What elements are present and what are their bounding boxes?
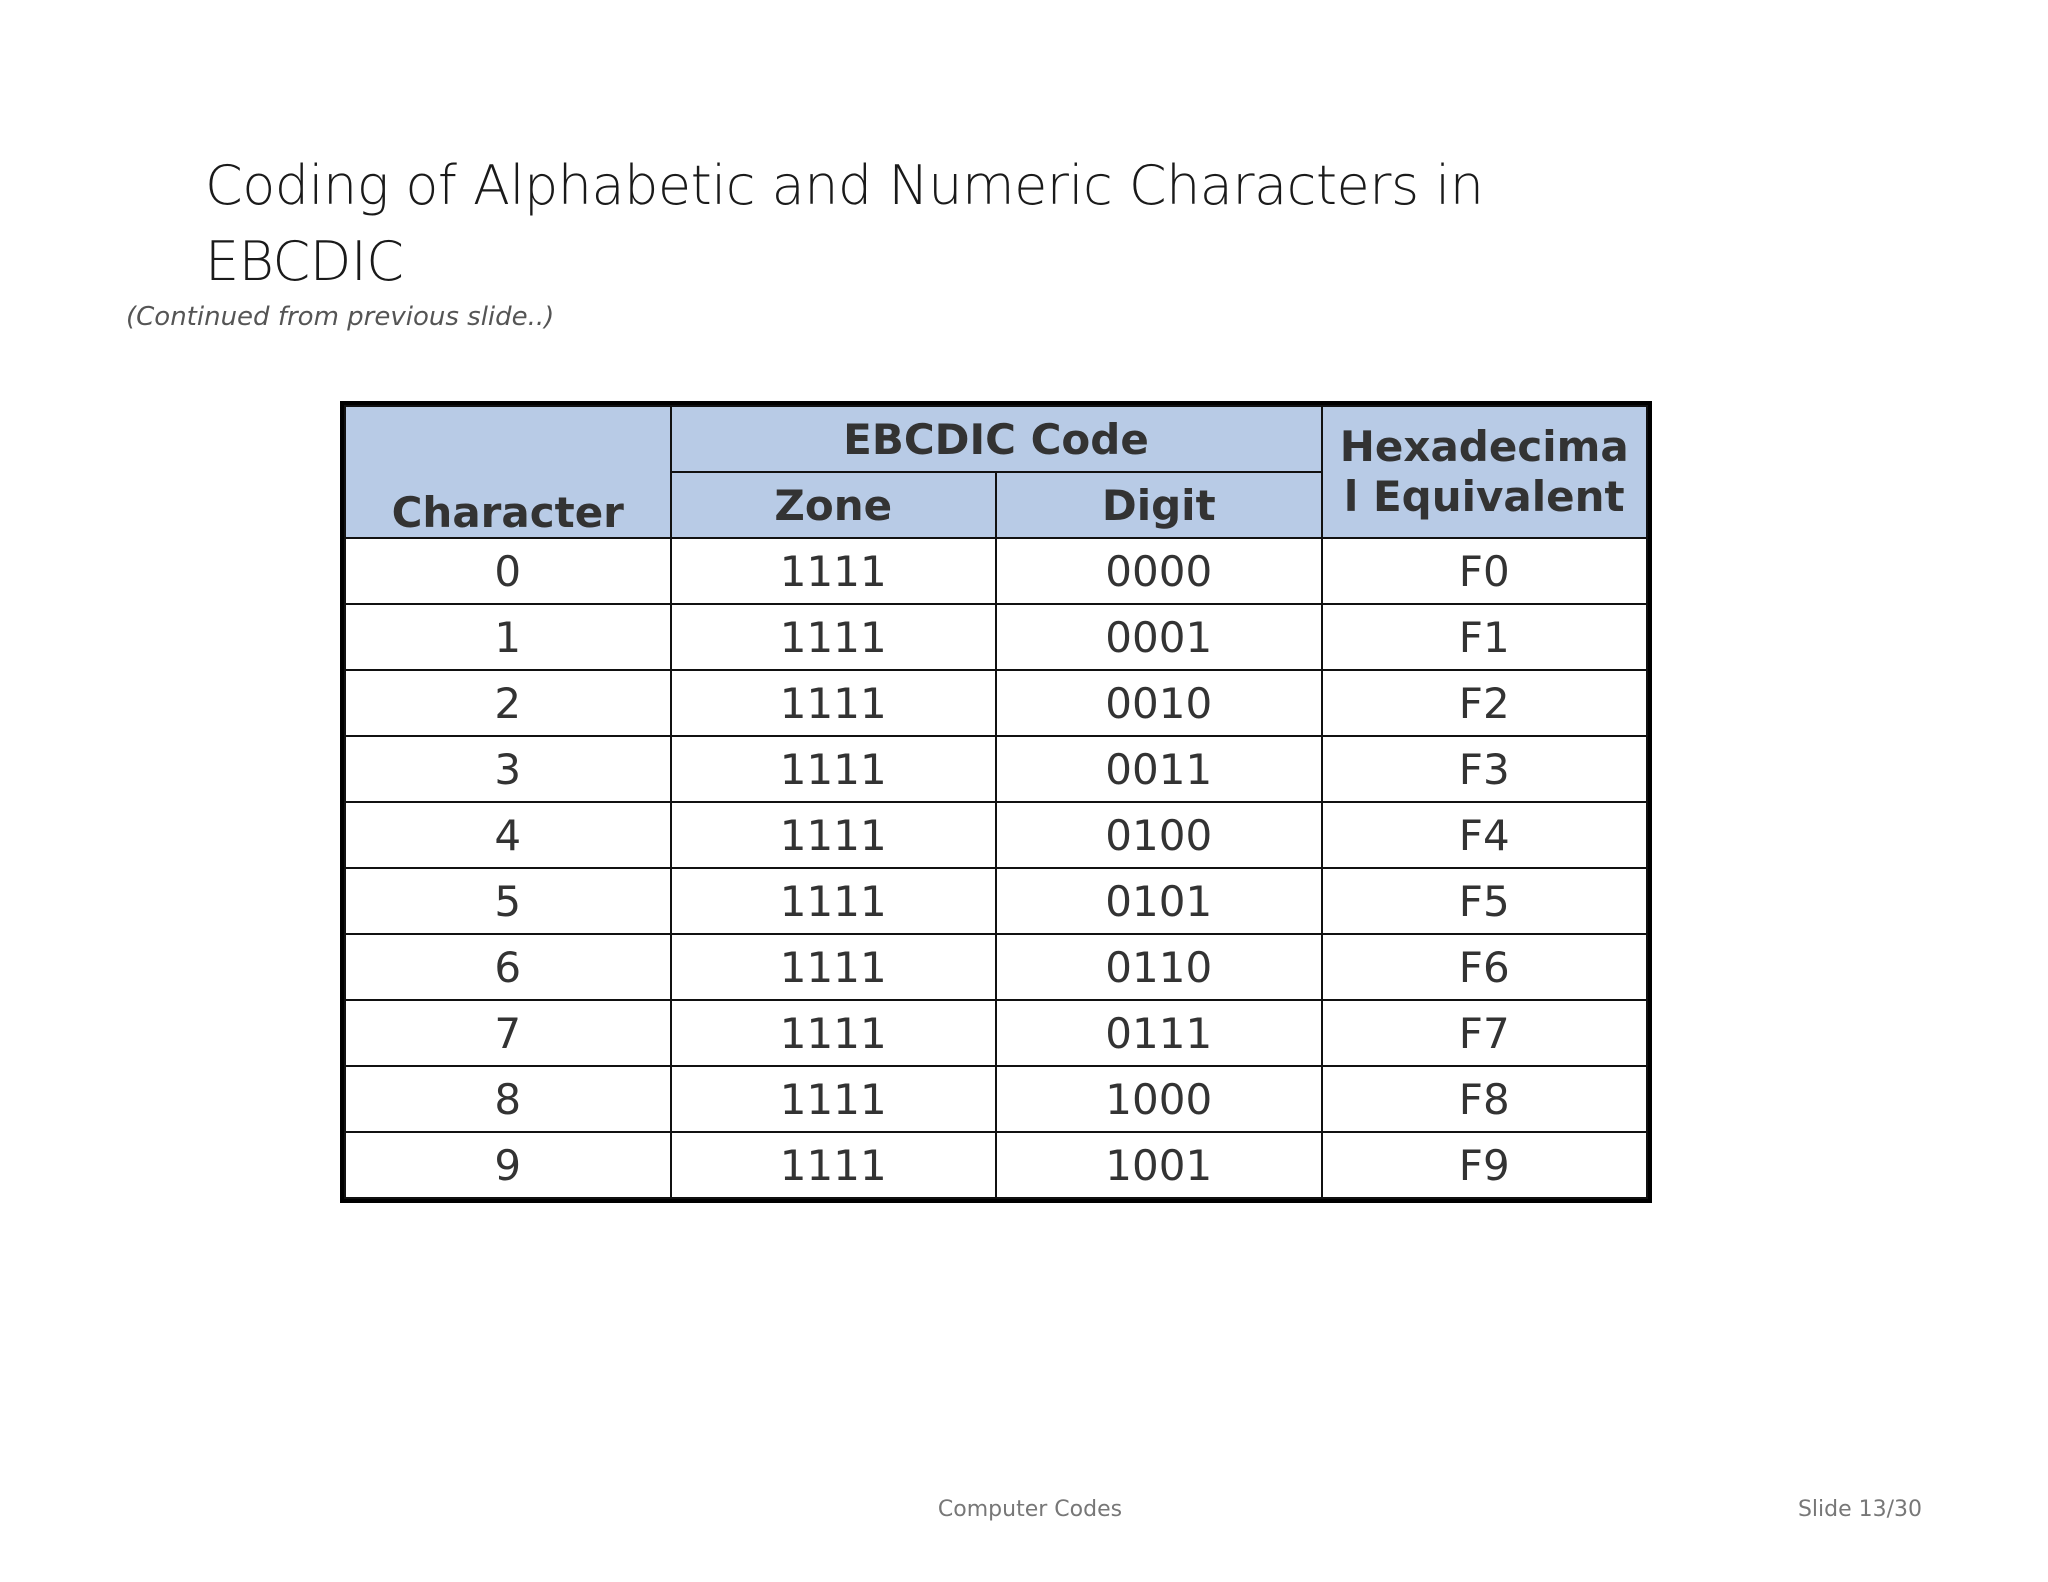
- cell-digit: 0101: [996, 868, 1322, 934]
- table-row: [345, 934, 1647, 1000]
- cell-digit: 0110: [996, 934, 1322, 1000]
- cell-character: 4: [345, 802, 671, 868]
- slide-title-line-1: Coding of Alphabetic and Numeric Characters in: [205, 154, 1484, 217]
- cell-hex: F8: [1322, 1066, 1648, 1132]
- cell-character: 9: [345, 1132, 671, 1198]
- cell-hex: F5: [1322, 868, 1648, 934]
- cell-hex: F7: [1322, 1000, 1648, 1066]
- cell-zone: 1111: [671, 670, 997, 736]
- cell-hex: F4: [1322, 802, 1648, 868]
- cell-character: 3: [345, 736, 671, 802]
- cell-character: 7: [345, 1000, 671, 1066]
- header-hex-line-2: l Equivalent: [1343, 472, 1625, 521]
- cell-zone: 1111: [671, 1066, 997, 1132]
- cell-hex: F1: [1322, 604, 1648, 670]
- cell-character: 2: [345, 670, 671, 736]
- cell-zone: 1111: [671, 736, 997, 802]
- cell-zone: 1111: [671, 802, 997, 868]
- continued-note: (Continued from previous slide..): [126, 302, 555, 332]
- cell-digit: 0100: [996, 802, 1322, 868]
- cell-character: 0: [345, 538, 671, 604]
- header-hexadecimal-equivalent: [1322, 406, 1648, 538]
- cell-character: 8: [345, 1066, 671, 1132]
- table-row: [345, 1000, 1647, 1066]
- table-row: [345, 670, 1647, 736]
- ebcdic-table: [344, 405, 1648, 1199]
- cell-hex: F6: [1322, 934, 1648, 1000]
- header-hex-line-1: Hexadecima: [1339, 422, 1629, 471]
- cell-digit: 0111: [996, 1000, 1322, 1066]
- cell-hex: F9: [1322, 1132, 1648, 1198]
- slide-title: [205, 148, 1505, 300]
- cell-digit: 1000: [996, 1066, 1322, 1132]
- footer-title: Computer Codes: [937, 1497, 1123, 1522]
- cell-zone: 1111: [671, 1000, 997, 1066]
- cell-hex: F2: [1322, 670, 1648, 736]
- table-row: [345, 1066, 1647, 1132]
- cell-zone: 1111: [671, 1132, 997, 1198]
- ebcdic-table-container: [340, 401, 1652, 1203]
- cell-zone: 1111: [671, 868, 997, 934]
- cell-zone: 1111: [671, 934, 997, 1000]
- table-body: [345, 538, 1647, 1198]
- header-zone: Zone: [671, 472, 997, 538]
- cell-hex: F0: [1322, 538, 1648, 604]
- table-row: [345, 736, 1647, 802]
- table-row: [345, 1132, 1647, 1198]
- cell-character: 6: [345, 934, 671, 1000]
- cell-character: 1: [345, 604, 671, 670]
- table-row: [345, 538, 1647, 604]
- cell-zone: 1111: [671, 604, 997, 670]
- table-row: [345, 802, 1647, 868]
- table-row: [345, 868, 1647, 934]
- cell-character: 5: [345, 868, 671, 934]
- slide-number: Slide 13/30: [1797, 1497, 1923, 1522]
- header-ebcdic-code: EBCDIC Code: [671, 406, 1322, 472]
- cell-digit: 0000: [996, 538, 1322, 604]
- cell-hex: F3: [1322, 736, 1648, 802]
- table-header-row: [345, 406, 1647, 472]
- header-digit: Digit: [996, 472, 1322, 538]
- cell-digit: 0001: [996, 604, 1322, 670]
- cell-digit: 1001: [996, 1132, 1322, 1198]
- cell-digit: 0010: [996, 670, 1322, 736]
- table-row: [345, 604, 1647, 670]
- slide-title-line-2: EBCDIC: [205, 230, 404, 293]
- cell-zone: 1111: [671, 538, 997, 604]
- header-character: Character: [345, 406, 671, 538]
- cell-digit: 0011: [996, 736, 1322, 802]
